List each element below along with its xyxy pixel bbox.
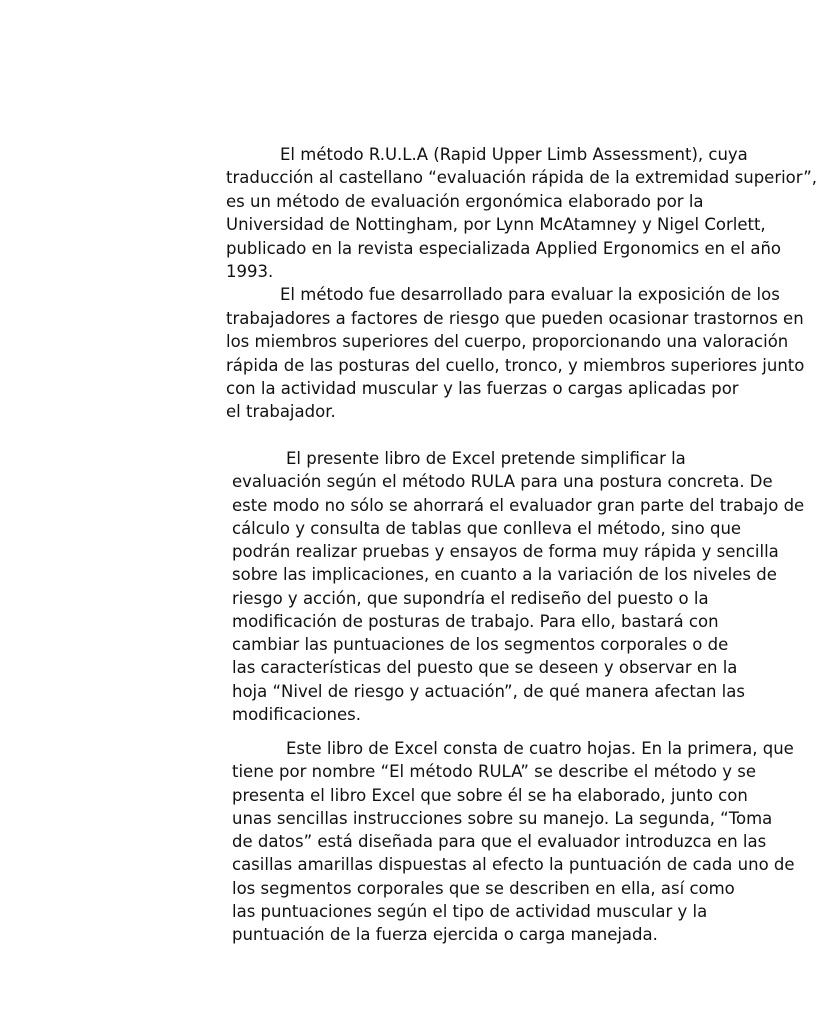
text-line: Este libro de Excel consta de cuatro hojas. En la primera, que	[286, 739, 794, 758]
text-line: traducción al castellano “evaluación rápida de la extremidad superior”,	[226, 168, 817, 188]
text-line: este modo no sólo se ahorrará el evaluador gran parte del trabajo de	[232, 495, 805, 515]
text-line: cálculo y consulta de tablas que conlleva el método, sino que	[232, 518, 742, 538]
text-line: riesgo y acción, que supondría el rediseño del puesto o la	[232, 588, 709, 608]
text-line: El presente libro de Excel pretende simplificar la	[286, 449, 686, 468]
text-line: El método R.U.L.A (Rapid Upper Limb Assessment), cuya	[280, 145, 748, 164]
text-line: casillas amarillas dispuestas al efecto la puntuación de cada uno de	[232, 855, 795, 875]
text-line: puntuación de la fuerza ejercida o carga manejada.	[232, 925, 658, 944]
text-line: las características del puesto que se deseen y observar en la	[232, 658, 738, 678]
text-line: modificación de posturas de trabajo. Para ello, bastará con	[232, 611, 719, 631]
text-line: las puntuaciones según el tipo de actividad muscular y la	[232, 901, 708, 921]
text-line: podrán realizar pruebas y ensayos de forma muy rápida y sencilla	[232, 542, 779, 561]
text-block-excel-purpose	[232, 447, 804, 726]
text-line: Universidad de Nottingham, por Lynn McAtamney y Nigel Corlett,	[226, 215, 766, 235]
text-line: los segmentos corporales que se describen en ella, así como	[232, 878, 735, 898]
text-line: cambiar las puntuaciones de los segmentos corporales o de	[232, 635, 729, 654]
text-line: 1993.	[226, 261, 274, 281]
text-line: de datos” está diseñada para que el evaluador introduzca en las	[232, 832, 767, 851]
text-line: rápida de las posturas del cuello, tronco, y miembros superiores junto	[226, 355, 805, 375]
text-line: presenta el libro Excel que sobre él se ha elaborado, junto con	[232, 785, 748, 805]
text-line: evaluación según el método RULA para una postura concreta. De	[232, 472, 773, 492]
text-line: con la actividad muscular y las fuerzas o cargas aplicadas por	[226, 378, 739, 398]
text-line: modificaciones.	[232, 704, 362, 724]
text-line: trabajadores a factores de riesgo que pueden ocasionar trastornos en	[226, 308, 804, 328]
text-line: el trabajador.	[226, 402, 336, 422]
text-line: hoja “Nivel de riesgo y actuación”, de qué manera afectan las	[232, 681, 745, 701]
text-block-excel-sheets	[232, 737, 795, 946]
text-line: sobre las implicaciones, en cuanto a la variación de los niveles de	[232, 565, 777, 585]
text-line: unas sencillas instrucciones sobre su manejo. La segunda, “Toma	[232, 808, 773, 828]
text-block-intro	[226, 143, 817, 424]
text-line: El método fue desarrollado para evaluar la exposición de los	[280, 285, 780, 305]
text-line: tiene por nombre “El método RULA” se describe el método y se	[232, 762, 756, 782]
text-line: los miembros superiores del cuerpo, proporcionando una valoración	[226, 332, 789, 352]
text-line: es un método de evaluación ergonómica elaborado por la	[226, 191, 704, 211]
text-line: publicado en la revista especializada Applied Ergonomics en el año	[226, 238, 781, 258]
